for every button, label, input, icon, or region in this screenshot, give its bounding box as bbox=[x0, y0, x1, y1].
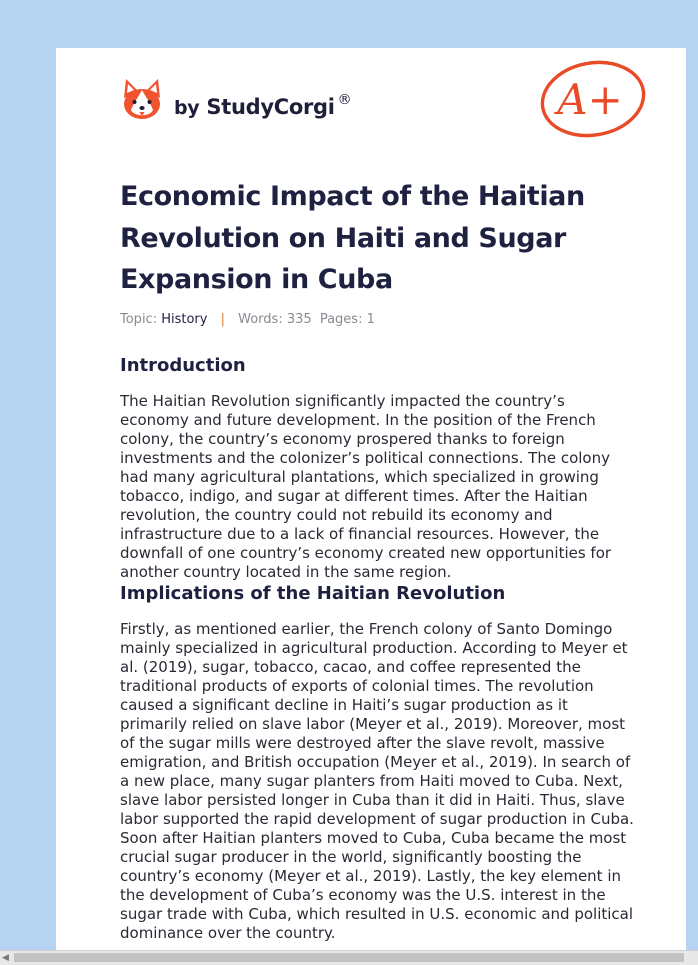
essay-title: Economic Impact of the Haitian Revolution on Haiti and Sugar Expansion in Cuba bbox=[120, 181, 585, 295]
words-label: Words: bbox=[238, 312, 283, 327]
document-page bbox=[56, 48, 686, 950]
section-heading-introduction: Introduction bbox=[120, 355, 246, 376]
horizontal-scrollbar[interactable] bbox=[0, 950, 698, 965]
brand-title: StudyCorgi bbox=[206, 95, 335, 119]
studycorgi-logo[interactable] bbox=[122, 76, 351, 124]
registered-mark: ® bbox=[337, 92, 352, 108]
pages-count: 1 bbox=[366, 312, 375, 327]
words-count: 335 bbox=[286, 312, 312, 327]
scroll-left-arrow-icon[interactable]: ◀ bbox=[2, 953, 9, 963]
topic-link[interactable]: History bbox=[161, 312, 208, 327]
essay-meta bbox=[120, 312, 375, 327]
section-body-implications: Firstly, as mentioned earlier, the French colony of Santo Domingo mainly specialized in agricultural production. According to Meyer et al. (2019), sugar, tobacco, cacao, and coffee represented the traditional products of exports of colonial times. The revolution caused a significant decline in Haiti’s sugar production as it primarily relied on slave labor (Meyer et al., 2019). Moreover, most of the sugar mills were destroyed after the slave revolt, massive emigration, and British occupation (Meyer et al., 2019). In search of a new place, many sugar planters from Haiti moved to Cuba. Next, slave labor persisted longer in Cuba than it did in Haiti. Thus, slave labor supported the rapid development of sugar production in Cuba. Soon after Haitian planters moved to Cuba, Cuba became the most crucial sugar producer in the world, significantly boosting the country’s economy (Meyer et al., 2019). Lastly, the key element in the development of Cuba’s economy was the U.S. interest in the sugar trade with Cuba, which resulted in U.S. economic and political dominance over the country. bbox=[120, 620, 634, 942]
grade-label: A+ bbox=[557, 75, 623, 124]
section-heading-implications: Implications of the Haitian Revolution bbox=[120, 583, 506, 604]
grade-a-plus-icon bbox=[538, 58, 648, 140]
essay-content bbox=[120, 354, 634, 943]
pages-label: Pages: bbox=[319, 312, 363, 327]
section-body-introduction: The Haitian Revolution significantly impacted the country’s economy and future development. In the position of the French colony, the country’s economy prospered thanks to foreign investments and the colonizer’s political connections. The colony had many agricultural plantations, which specialized in growing tobacco, indigo, and sugar at different times. After the Haitian revolution, the country could not rebuild its economy and infrastructure due to a lack of financial resources. However, the downfall of one country’s economy created new opportunities for another country located in the same region. bbox=[120, 392, 612, 581]
topic-label: Topic: bbox=[120, 312, 158, 327]
corgi-logo-icon bbox=[122, 78, 162, 122]
meta-separator: | bbox=[220, 312, 225, 327]
brand-by: by bbox=[174, 97, 200, 119]
brand-name bbox=[174, 92, 352, 119]
scrollbar-thumb[interactable] bbox=[14, 953, 684, 962]
